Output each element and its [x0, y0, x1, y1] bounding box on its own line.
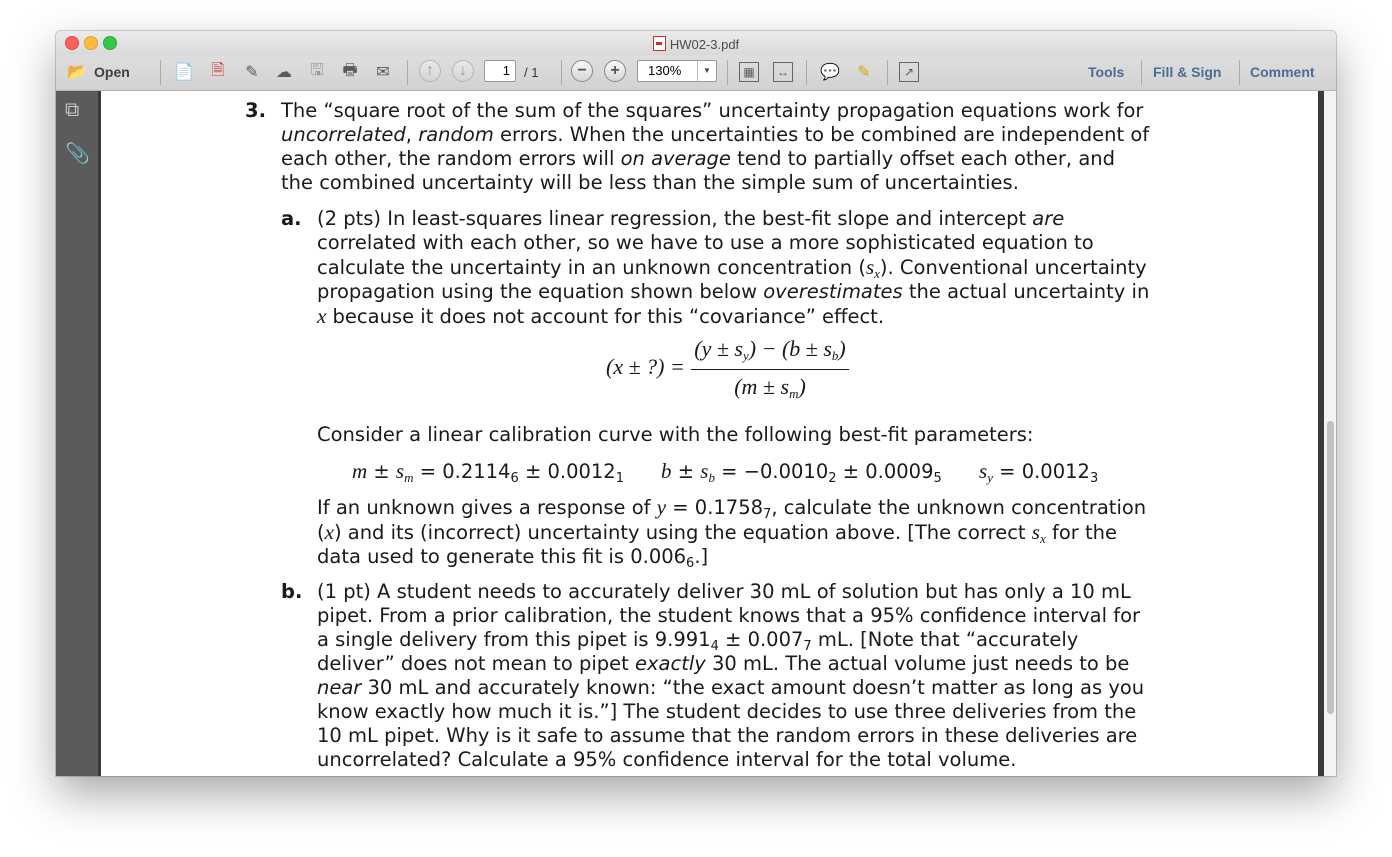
page-count: / 1: [524, 65, 539, 80]
edit-pdf-icon: ✎: [245, 64, 259, 81]
full-screen-button[interactable]: [899, 62, 919, 82]
edit-pdf-button[interactable]: [241, 62, 263, 82]
part-b-line: uncorrelated? Calculate a 95% confidence interval for the total volume.: [317, 748, 1017, 771]
export-pdf-icon: 🗎: [211, 61, 225, 79]
save-icon: 🖫: [310, 61, 324, 79]
folder-icon: 📂: [67, 64, 87, 81]
q3-line: uncorrelated, random errors. When the uncertainties to be combined are independent of: [281, 123, 1150, 146]
toolbar: [56, 55, 1336, 91]
fill-and-sign-link[interactable]: Fill & Sign: [1153, 64, 1222, 80]
toolbar-divider: [1239, 60, 1240, 85]
q3-line: each other, the random errors will on average tend to partially offset each other, and: [281, 147, 1116, 170]
toolbar-divider: [1141, 60, 1142, 85]
consider-text: Consider a linear calibration curve with the following best-fit parameters:: [317, 423, 1034, 446]
part-b-line: a single delivery from this pipet is $9.991_4 \pm 0.007_7$ mL. [Note that “accurately: [317, 628, 1079, 654]
part-a-line: (2 pts) In least-squares linear regression, the best-fit slope and intercept are: [317, 207, 1065, 230]
cloud-upload-icon: ☁: [276, 64, 292, 81]
part-a-text: [317, 207, 1149, 329]
toolbar-divider: [727, 60, 728, 85]
highlight-button[interactable]: [853, 62, 875, 82]
question-3-text: [281, 99, 1149, 195]
q3-line: The “square root of the sum of the squares” uncertainty propagation equations work for: [281, 99, 1144, 122]
open-button[interactable]: [66, 62, 130, 82]
part-a2-line: If an unknown gives a response of $y = 0.1758_7$, calculate the unknown concentration: [317, 495, 1147, 522]
pdf-viewer-window: [56, 31, 1336, 776]
equation-lhs: (x ± ?) =: [606, 354, 685, 379]
create-pdf-icon: 📄: [174, 64, 194, 81]
part-a-line: x because it does not account for this “covariance” effect.: [317, 304, 885, 328]
part-a-label: a.: [281, 207, 302, 230]
sticky-note-button[interactable]: [819, 62, 841, 82]
fit-page-button[interactable]: [739, 62, 759, 82]
attachment-icon[interactable]: 📎: [65, 143, 90, 165]
save-button[interactable]: [306, 62, 328, 82]
param-slope: $m \pm s_m = 0.2114_6 \pm 0.0012_1$: [352, 459, 624, 486]
part-b-line: pipet. From a prior calibration, the student knows that a 95% confidence interval for: [317, 604, 1141, 627]
fit-page-icon: ▦: [739, 62, 759, 82]
part-b-line: deliver” does not mean to pipet exactly 30 mL. The actual volume just needs to be: [317, 652, 1130, 675]
arrow-down-icon: ↓: [452, 60, 474, 82]
part-b-text: [317, 580, 1144, 772]
export-pdf-button[interactable]: [207, 62, 229, 82]
part-b-line: know exactly how much it is.”] The student decides to use three deliveries from the: [317, 700, 1137, 723]
document-page: [101, 91, 1318, 776]
full-width-button[interactable]: [773, 62, 793, 82]
question-number: 3.: [245, 99, 266, 122]
part-a2-line: (x) and its (incorrect) uncertainty using the equation above. [The correct $s_x$ for the: [317, 520, 1117, 546]
arrow-up-icon: ↑: [419, 60, 441, 82]
part-a-question: [317, 495, 1146, 569]
comment-link[interactable]: Comment: [1250, 64, 1315, 80]
printer-icon: 🖶: [342, 61, 358, 79]
toolbar-divider: [806, 60, 807, 85]
equation-denominator: $(m \pm s_m)$: [734, 374, 806, 401]
zoom-out-button[interactable]: [571, 61, 593, 81]
fraction-bar: [691, 369, 849, 370]
window-title-text: HW02-3.pdf: [669, 37, 740, 52]
window-title: [56, 36, 1336, 52]
fit-width-icon: ↔: [773, 62, 793, 82]
part-a-line: propagation using the equation shown below overestimates the actual uncertainty in: [317, 280, 1150, 303]
q3-line: the combined uncertainty will be less than the simple sum of uncertainties.: [281, 171, 1019, 194]
toolbar-divider: [407, 60, 408, 85]
toolbar-divider: [887, 60, 888, 85]
tools-link[interactable]: Tools: [1088, 64, 1125, 80]
part-b-line: 10 mL pipet. Why is it safe to assume that the random errors in these deliveries are: [317, 724, 1138, 747]
zoom-in-button[interactable]: [604, 61, 626, 81]
email-button[interactable]: [372, 62, 394, 82]
param-sy: $s_y = 0.0012_3$: [979, 459, 1099, 486]
part-a2-line: data used to generate this fit is $0.006_6$.]: [317, 545, 709, 571]
zoom-level-select[interactable]: [637, 60, 717, 82]
vertical-scrollbar[interactable]: [1324, 91, 1336, 776]
title-bar: [56, 31, 1336, 55]
comment-bubble-icon: 💬: [820, 64, 840, 81]
plus-icon: +: [604, 60, 626, 82]
part-b-line: near 30 mL and accurately known: “the exact amount doesn’t matter as long as you: [317, 676, 1145, 699]
toolbar-divider: [160, 60, 161, 85]
print-button[interactable]: [339, 62, 361, 82]
toolbar-divider: [561, 60, 562, 85]
navigation-pane: [56, 91, 101, 776]
pdf-file-icon: [653, 36, 666, 51]
zoom-value: 130%: [648, 63, 682, 78]
highlighter-icon: ✎: [857, 64, 871, 81]
next-page-button[interactable]: [452, 61, 474, 81]
create-pdf-button[interactable]: [173, 62, 195, 82]
part-a-line: calculate the uncertainty in an unknown concentration $(s_x)$. Conventional uncertainty: [317, 255, 1147, 281]
expand-icon: ↗: [899, 62, 919, 82]
previous-page-button[interactable]: [419, 61, 441, 81]
param-intercept: $b \pm s_b = -0.0010_2 \pm 0.0009_5$: [661, 459, 942, 486]
part-b-line: (1 pt) A student needs to accurately deliver 30 mL of solution but has only a 10 mL: [317, 580, 1131, 603]
minus-icon: −: [571, 60, 593, 82]
equation-numerator: $(y \pm s_y) - (b \pm s_b)$: [694, 336, 846, 363]
part-a-line: correlated with each other, so we have to use a more sophisticated equation to: [317, 231, 1094, 254]
chevron-down-icon[interactable]: ▼: [697, 61, 716, 81]
page-number-input[interactable]: 1: [484, 60, 516, 82]
scrollbar-thumb[interactable]: [1327, 421, 1334, 714]
upload-button[interactable]: [273, 62, 295, 82]
open-label: Open: [94, 64, 130, 80]
envelope-icon: ✉: [376, 64, 390, 81]
page-thumbnails-icon[interactable]: ⧉: [65, 99, 80, 121]
part-b-label: b.: [281, 580, 303, 603]
